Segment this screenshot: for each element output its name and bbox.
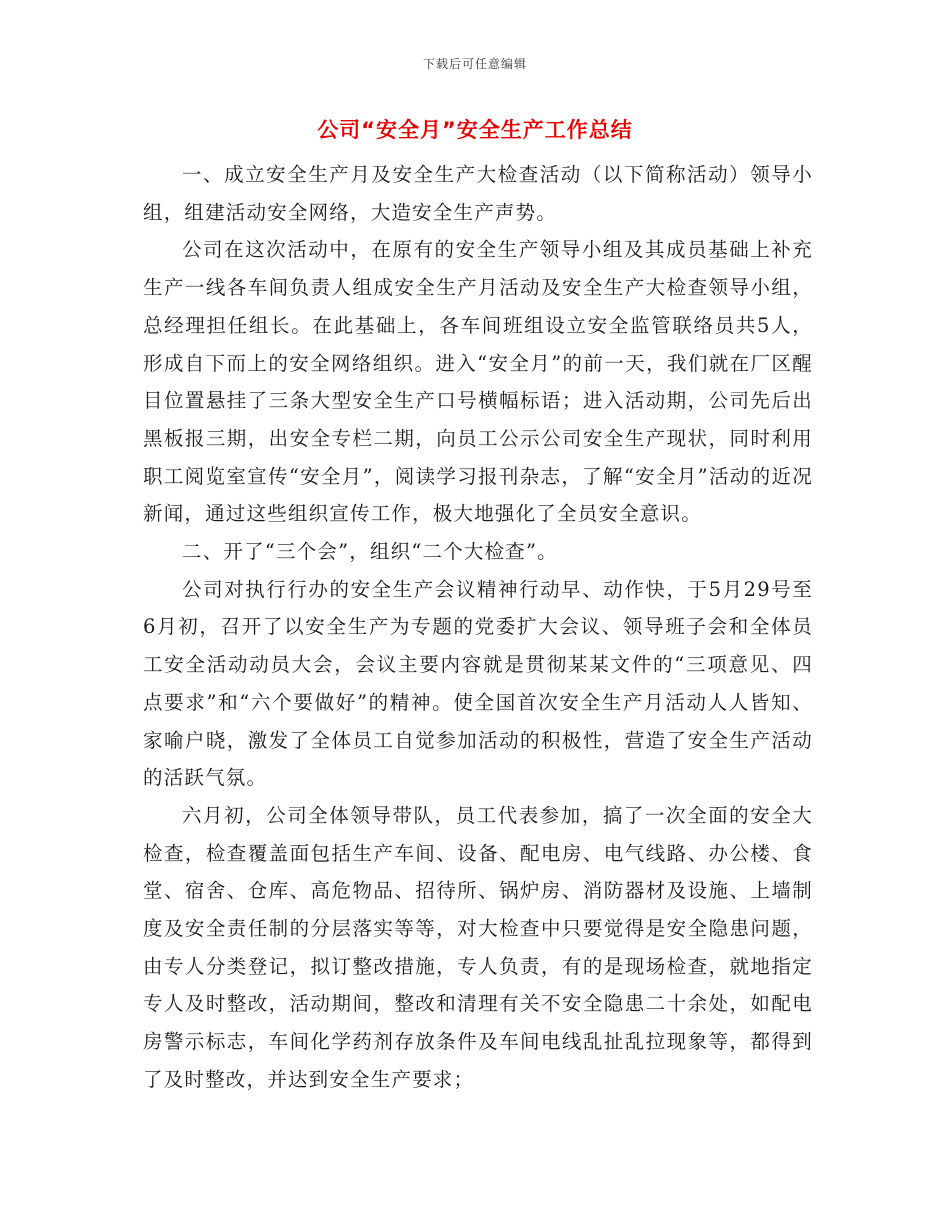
header-note: 下载后可任意编辑	[422, 57, 527, 71]
document-body	[143, 156, 813, 1099]
paragraph-section-one-body: 公司在这次活动中，在原有的安全生产领导小组及其成员基础上补充生产一线各车间负责人组成安全生产月活动及安全生产大检查领导小组，总经理担任组长。在此基础上，各车间班组设立安全监管联络员共5人，形成自下而上的安全网络组织。进入“安全月”的前一天，我们就在厂区醒目位置悬挂了三条大型安全生产口号横幅标语；进入活动期，公司先后出黑板报三期，出安全专栏二期，向员工公示公司安全生产现状，同时利用职工阅览室宣传“安全月”，阅读学习报刊杂志，了解“安全月”活动的近况新闻，通过这些组织宣传工作，极大地强化了全员安全意识。	[143, 238, 813, 526]
document-title: 公司“安全月”安全生产工作总结	[317, 118, 633, 142]
paragraph-section-one-heading: 一、成立安全生产月及安全生产大检查活动（以下简称活动）领导小组，组建活动安全网络，大造安全生产声势。	[143, 163, 813, 224]
paragraph-section-two-body: 公司对执行行办的安全生产会议精神行动早、动作快，于5月29号至6月初，召开了以安全生产为专题的党委扩大会议、领导班子会和全体员工安全活动动员大会，会议主要内容就是贯彻某某文件的“三项意见、四点要求”和“六个要做好”的精神。使全国首次安全生产月活动人人皆知、家喻户晓，激发了全体员工自觉参加活动的积极性，营造了安全生产活动的活跃气氛。	[143, 577, 813, 790]
paragraph-section-two-heading: 二、开了“三个会”，组织“二个大检查”。	[182, 540, 558, 564]
paragraph-inspection: 六月初，公司全体领导带队，员工代表参加，搞了一次全面的安全大检查，检查覆盖面包括生产车间、设备、配电房、电气线路、办公楼、食堂、宿舍、仓库、高危物品、招待所、锅炉房、消防器材及设施、上墙制度及安全责任制的分层落实等等，对大检查中只要觉得是安全隐患问题，由专人分类登记，拟订整改措施，专人负责，有的是现场检查，就地指定专人及时整改，活动期间，整改和清理有关不安全隐患二十余处，如配电房警示标志，车间化学药剂存放条件及车间电线乱扯乱拉现象等，都得到了及时整改，并达到安全生产要求；	[143, 803, 813, 1091]
